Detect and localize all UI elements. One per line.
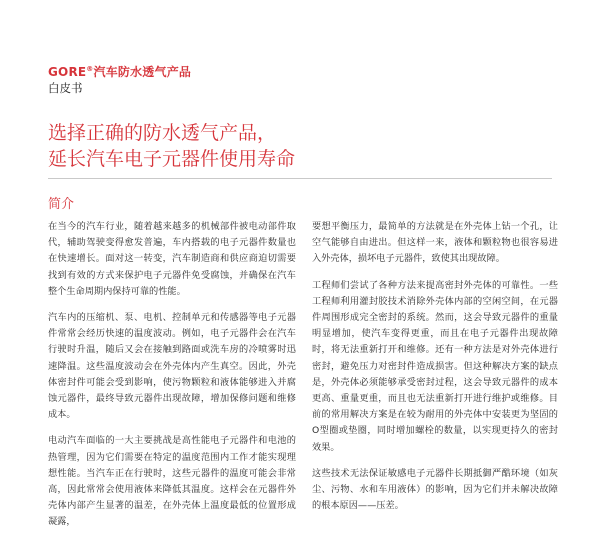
section-heading: 简介 (48, 197, 75, 212)
brand-product-name: 汽车防水透气产品 (93, 65, 192, 79)
left-column (48, 219, 296, 541)
right-column (312, 219, 558, 524)
left-paragraph-2: 汽车内的压缩机、泵、电机、控制单元和传感器等电子元器件常常会经历快速的温度波动。例如，电子元器件会在汽车行驶时升温，随后又会在接触到路面或洗车房的冷喷雾时迅速降温。这些温度波动会在外壳体内产生真空。因此，外壳体密封件可能会受到影响，使污物颗粒和液体能够进入并腐蚀元器件，最终导致元器件出现故障，增加保修问题和维修成本。 (48, 312, 296, 421)
left-paragraph-1: 在当今的汽车行业，随着越来越多的机械部件被电动部件取代，辅助驾驶变得愈发普遍，车内搭载的电子元器件数量也在快速增长。面对这一转变，汽车制造商和供应商迫切需要找到有效的方式来保护电子元器件免受腐蚀，并确保在汽车整个生命周期内保持可靠的性能。 (48, 221, 296, 297)
section-divider (48, 178, 552, 179)
right-paragraph-3: 这些技术无法保证敏感电子元器件长期抵御严酷环境（如灰尘、污物、水和车用液体）的影响，因为它们并未解决故障的根本原因——压差。 (312, 467, 558, 512)
right-paragraph-1: 要想平衡压力，最简单的方法就是在外壳体上钻一个孔，让空气能够自由进出。但这样一来，液体和颗粒物也很容易进入外壳体，损坏电子元器件，致使其出现故障。 (312, 221, 558, 265)
title-line-1: 选择正确的防水透气产品， (48, 122, 277, 144)
right-paragraph-2: 工程师们尝试了各种方法来提高密封外壳体的可靠性。一些工程师利用灌封胶技术消除外壳体内部的空闲空间，在元器件周围形成完全密封的系统。然而，这会导致元器件的重量明显增加，使汽车变得更重，而且在电子元器件出现故障时，将无法重新打开和维修。还有一种方法是对外壳体进行密封，避免压力对密封件造成损害。但这种解决方案的缺点是，外壳体必须能够承受密封过程，这会导致元器件的成本更高、重量更重，而且也无法重新打开进行维护或维修。目前的常用解决方案是在较为耐用的外壳体中安装更为坚固的O型圈或垫圈，同时增加螺栓的数量，以实现更持久的密封效果。 (312, 279, 558, 453)
brand-name: GORE (48, 65, 87, 79)
title-line-2: 延长汽车电子元器件使用寿命 (48, 148, 296, 170)
left-paragraph-3: 电动汽车面临的一大主要挑战是高性能电子元器件和电池的热管理，因为它们需要在特定的温度范围内工作才能实现理想性能。当汽车正在行驶时，这些元器件的温度可能会非常高，因此常常会使用液体来降低其温度。这样会在元器件外壳体内部产生显著的温差，在外壳体上温度最低的位置形成凝露， (48, 435, 296, 528)
document-type: 白皮书 (48, 81, 83, 95)
brand-product-line (48, 63, 191, 80)
registered-mark: ® (86, 65, 94, 73)
document-title (48, 120, 295, 172)
